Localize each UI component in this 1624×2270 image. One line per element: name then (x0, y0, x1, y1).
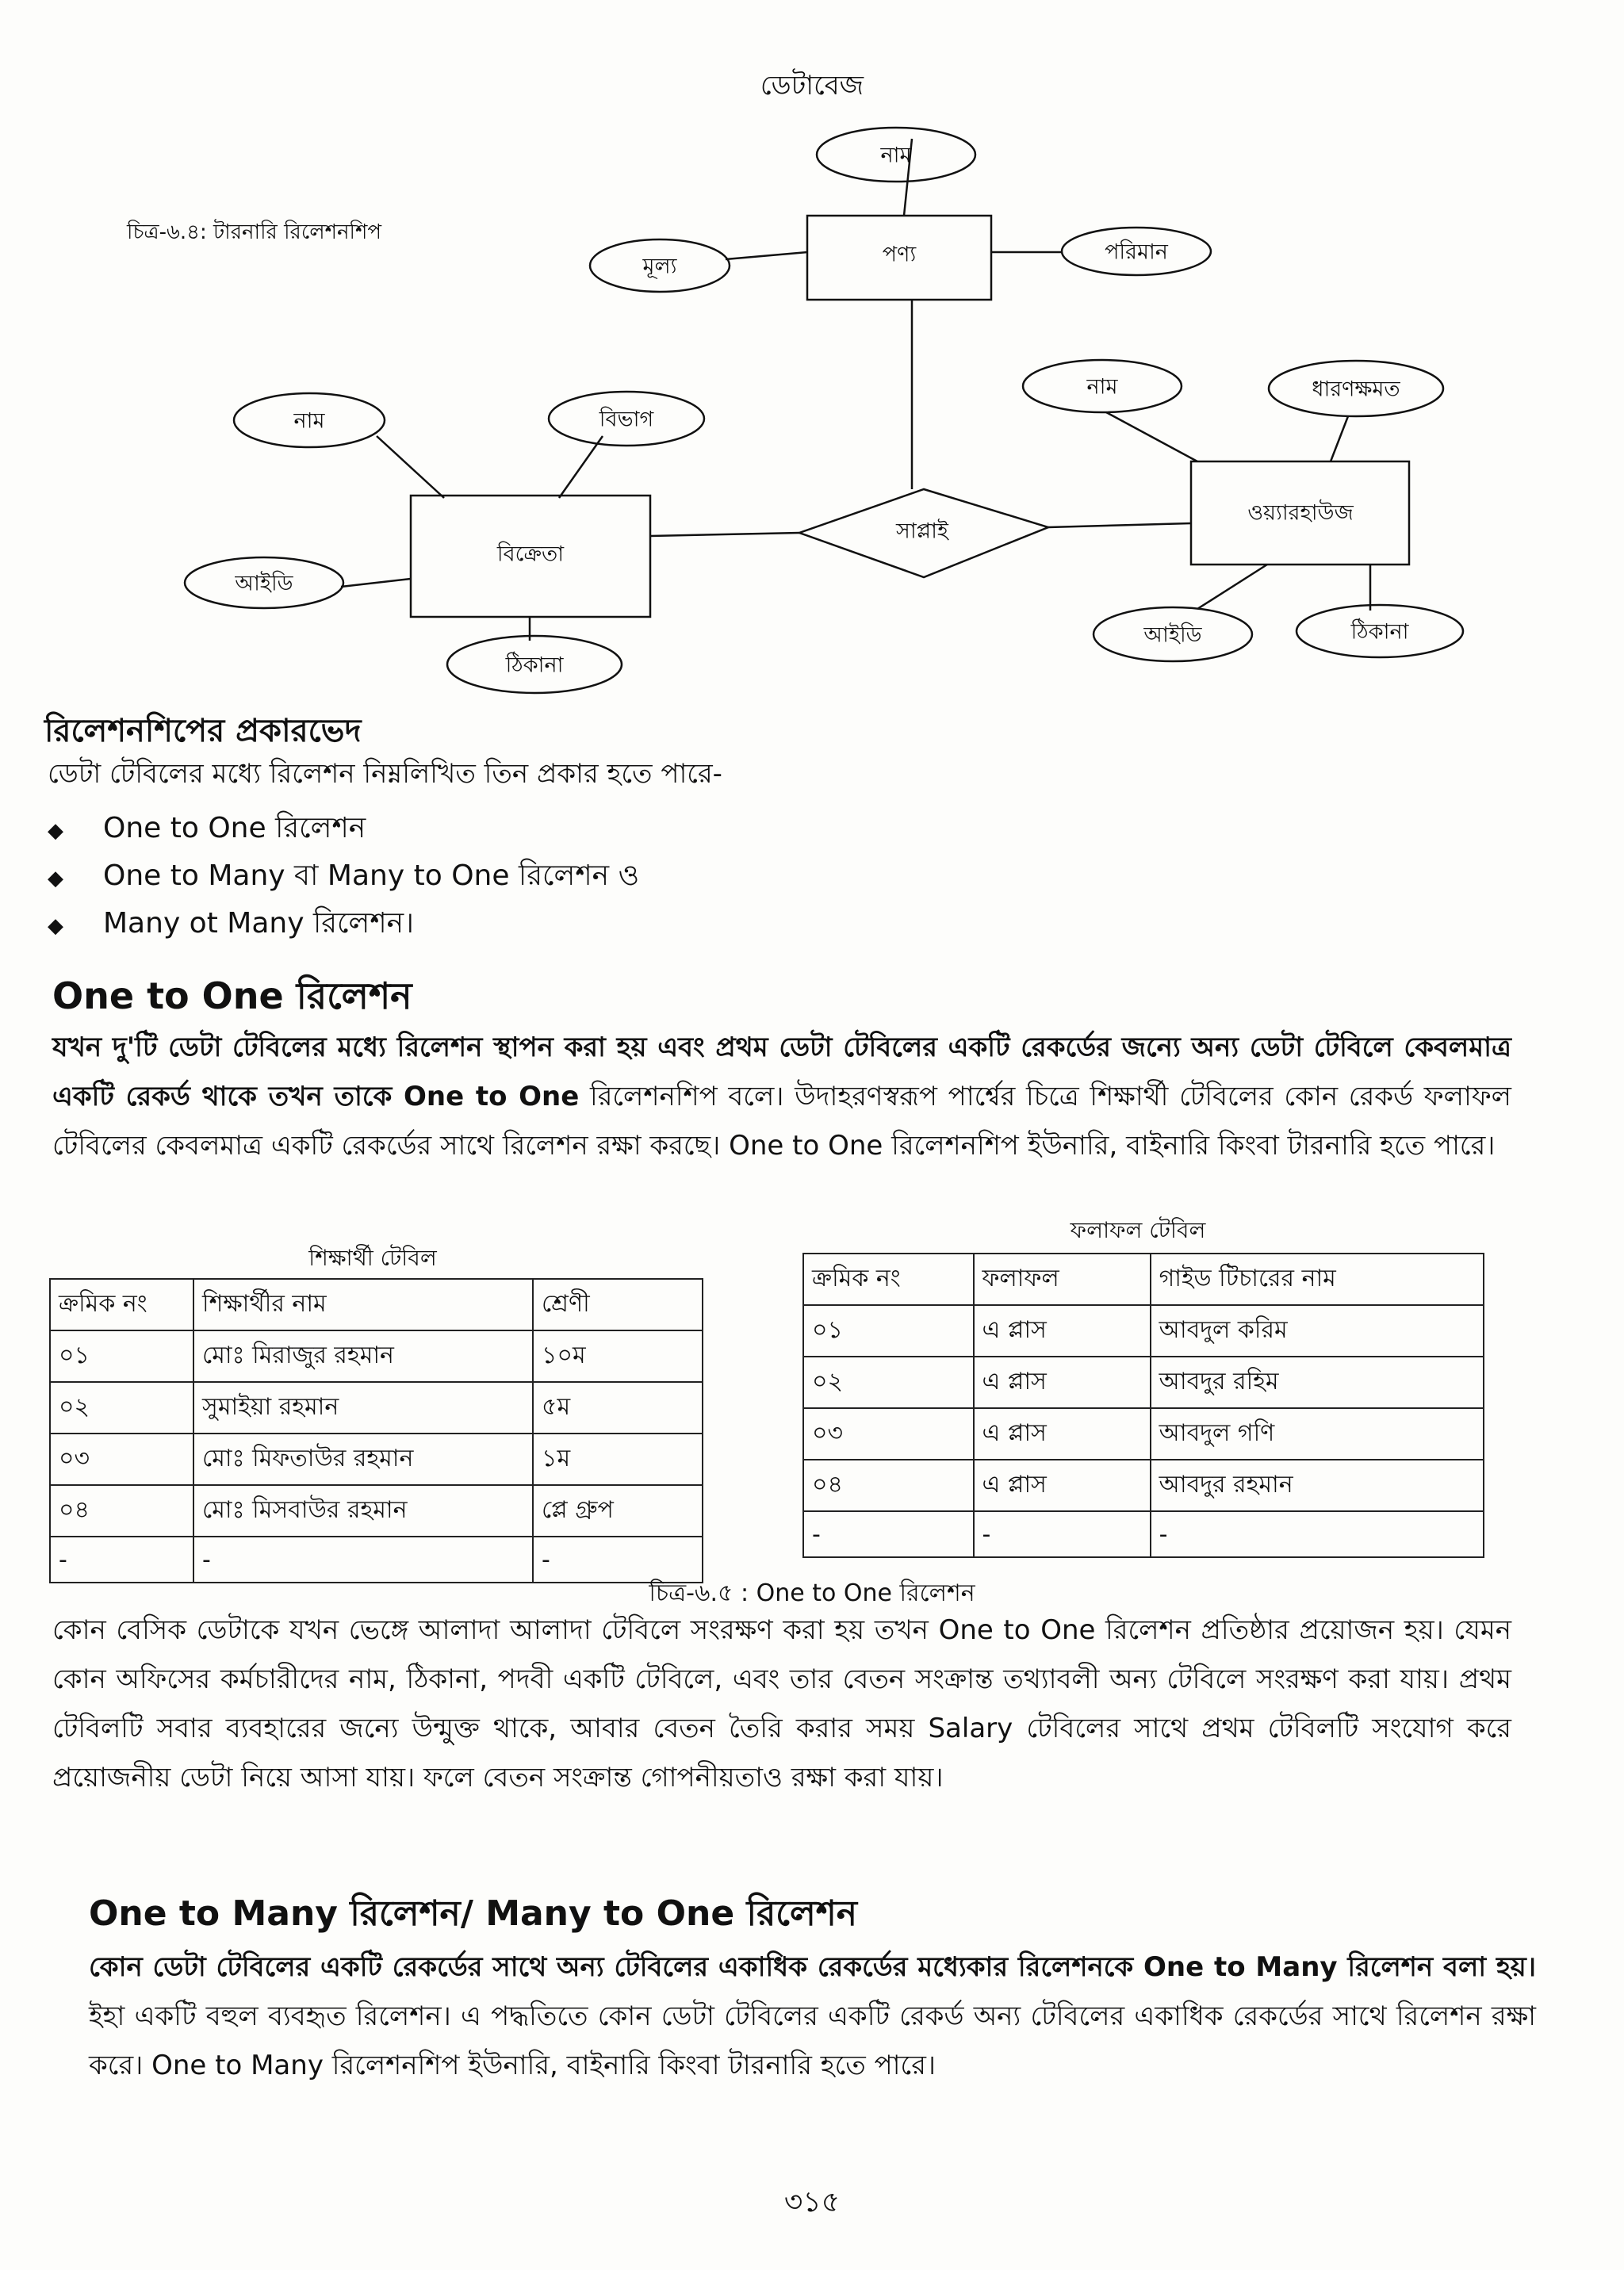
column-header: গাইড টিচারের নাম (1151, 1254, 1484, 1305)
heading-one-to-many: One to Many রিলেশন/ Many to One রিলেশন (89, 1893, 858, 1934)
list-item (48, 805, 639, 852)
one-to-many-paragraph (89, 1943, 1536, 2090)
table-cell: ০১ (50, 1330, 193, 1382)
result-table (802, 1253, 1484, 1558)
label-seller-department: বিভাগ (599, 407, 654, 432)
line-seller-supply (650, 533, 799, 536)
table-cell: ৫ম (533, 1382, 703, 1434)
table-cell: - (50, 1537, 193, 1583)
bullet-diamond-icon: ◆ (48, 914, 63, 938)
heading-relationship-types: রিলেশনশিপের প্রকারভেদ (44, 713, 362, 749)
one-to-many-definition: কোন ডেটা টেবিলের একটি রেকর্ডের সাথে অন্য টেবিলের একাধিক রেকর্ডের মধ্যেকার রিলেশনকে One to Many রিলেশন বলা হয়। (89, 1951, 1536, 1983)
label-supply: সাপ্লাই (896, 519, 948, 544)
table-header-row (803, 1254, 1484, 1305)
line-product-price (726, 252, 807, 259)
student-table (49, 1278, 703, 1583)
er-diagram (0, 111, 1624, 714)
one-to-one-usage-paragraph: কোন বেসিক ডেটাকে যখন ভেঙ্গে আলাদা আলাদা টেবিলে সংরক্ষণ করা হয় তখন One to One রিলেশন প্রতিষ্ঠার প্রয়োজন হয়। যেমন কোন অফিসের কর্মচারীদের নাম, ঠিকানা, পদবী একটি টেবিলে, এবং তার বেতন সংক্রান্ত তথ্যাবলী অন্য টেবিলে সংরক্ষণ করা যায়। প্রথম টেবিলটি সবার ব্যবহারের জন্যে উন্মুক্ত থাকে, আবার বেতন তৈরি করার সময় Salary টেবিলের সাথে প্রথম টেবিলটি সংযোগ করে প্রয়োজনীয় ডেটা নিয়ে আসা যায়। ফলে বেতন সংক্রান্ত গোপনীয়তাও রক্ষা করা যায়। (52, 1614, 1511, 1793)
table-cell: এ প্লাস (974, 1305, 1151, 1357)
line-warehouse-capacity (1331, 416, 1348, 461)
result-table-title: ফলাফল টেবিল (1070, 1217, 1206, 1243)
column-header: শিক্ষার্থীর নাম (193, 1279, 533, 1330)
table-row (50, 1485, 703, 1537)
list-item-label: One to One রিলেশন (103, 812, 366, 844)
table-cell: মোঃ মিফতাউর রহমান (193, 1434, 533, 1485)
label-warehouse-id: আইডি (1143, 622, 1202, 648)
figure-6-5-caption: চিত্র-৬.৫ : One to One রিলেশন (649, 1579, 975, 1607)
table-row (803, 1408, 1484, 1460)
relationship-types-list (48, 805, 639, 947)
student-table-title: শিক্ষার্থী টেবিল (308, 1245, 437, 1271)
table-cell: সুমাইয়া রহমান (193, 1382, 533, 1434)
table-cell: ০২ (50, 1382, 193, 1434)
table-row (803, 1460, 1484, 1511)
line-seller-id (341, 579, 411, 587)
table-cell: এ প্লাস (974, 1408, 1151, 1460)
table-cell: - (193, 1537, 533, 1583)
label-warehouse: ওয়্যারহাউজ (1247, 500, 1354, 526)
table-cell: প্লে গ্রুপ (533, 1485, 703, 1537)
bullet-diamond-icon: ◆ (48, 867, 63, 890)
table-cell: ১ম (533, 1434, 703, 1485)
line-seller-name (377, 436, 444, 498)
one-to-many-explanation: ইহা একটি বহুল ব্যবহৃত রিলেশন। এ পদ্ধতিতে কোন ডেটা টেবিলের একটি রেকর্ড অন্য টেবিলের একাধিক রেকর্ডের সাথে রিলেশন রক্ষা করে। One to Many রিলেশনশিপ ইউনারি, বাইনারি কিংবা টারনারি হতে পারে। (89, 2000, 1536, 2081)
table-cell: - (974, 1511, 1151, 1557)
list-item-label: One to Many বা Many to One রিলেশন ও (103, 859, 640, 892)
table-header-row (50, 1279, 703, 1330)
table-cell: এ প্লাস (974, 1357, 1151, 1408)
label-product: পণ্য (882, 242, 917, 267)
line-seller-department (559, 436, 603, 498)
label-seller-name: নাম (293, 408, 325, 434)
list-item (48, 852, 639, 900)
table-cell: আবদুর রহমান (1151, 1460, 1484, 1511)
column-header: ক্রমিক নং (803, 1254, 974, 1305)
table-row (803, 1357, 1484, 1408)
table-cell: ০৩ (803, 1408, 974, 1460)
label-seller-address: ঠিকানা (505, 653, 564, 678)
table-row (50, 1382, 703, 1434)
table-row (50, 1330, 703, 1382)
label-warehouse-capacity: ধারণক্ষমত (1312, 377, 1400, 402)
heading-one-to-one: One to One রিলেশন (52, 974, 412, 1017)
table-cell: - (1151, 1511, 1484, 1557)
table-cell: ০২ (803, 1357, 974, 1408)
running-head: ডেটাবেজ (760, 70, 864, 101)
list-item-label: Many ot Many রিলেশন। (103, 907, 415, 940)
label-product-price: মূল্য (642, 254, 677, 279)
table-cell: ০১ (803, 1305, 974, 1357)
line-warehouse-name (1106, 412, 1197, 461)
column-header: ক্রমিক নং (50, 1279, 193, 1330)
table-cell: মোঃ মিরাজুর রহমান (193, 1330, 533, 1382)
label-seller: বিক্রেতা (496, 542, 565, 567)
page-number: ৩১৫ (783, 2186, 841, 2218)
one-to-one-definition: যখন দু'টি ডেটা টেবিলের মধ্যে রিলেশন স্থাপন করা হয় এবং প্রথম ডেটা টেবিলের একটি রেকর্ডের জন্যে অন্য ডেটা টেবিলে কেবলমাত্র একটি রেকর্ড থাকে তখন তাকে One to One (52, 1032, 1511, 1112)
label-warehouse-name: নাম (1086, 374, 1118, 400)
figure-6-4-caption: চিত্র-৬.৪: টারনারি রিলেশনশিপ (127, 220, 382, 244)
table-cell: আবদুল করিম (1151, 1305, 1484, 1357)
label-product-quantity: পরিমান (1105, 239, 1168, 265)
bullet-diamond-icon: ◆ (48, 819, 63, 843)
relationship-types-intro: ডেটা টেবিলের মধ্যে রিলেশন নিম্নলিখিত তিন প্রকার হতে পারে- (48, 758, 722, 790)
one-to-one-paragraph (52, 1023, 1511, 1170)
table-cell: মোঃ মিসবাউর রহমান (193, 1485, 533, 1537)
table-cell: আবদুল গণি (1151, 1408, 1484, 1460)
table-row (803, 1511, 1484, 1557)
column-header: ফলাফল (974, 1254, 1151, 1305)
table-cell: ১০ম (533, 1330, 703, 1382)
table-cell: ০৪ (803, 1460, 974, 1511)
table-row (50, 1434, 703, 1485)
table-cell: ০৩ (50, 1434, 193, 1485)
table-cell: ০৪ (50, 1485, 193, 1537)
table-row (803, 1305, 1484, 1357)
one-to-one-explanation: রিলেশনশিপ বলে। উদাহরণস্বরূপ পার্শ্বের চিত্রে শিক্ষার্থী টেবিলের কোন রেকর্ড ফলাফল টেবিলের কেবলমাত্র একটি রেকর্ডের সাথে রিলেশন রক্ষা করছে। One to One রিলেশনশিপ ইউনারি, বাইনারি কিংবা টারনারি হতে পারে। (52, 1081, 1511, 1162)
line-supply-warehouse (1048, 523, 1191, 527)
line-warehouse-id (1197, 565, 1267, 609)
column-header: শ্রেণী (533, 1279, 703, 1330)
table-cell: - (803, 1511, 974, 1557)
list-item (48, 900, 639, 947)
table-cell: এ প্লাস (974, 1460, 1151, 1511)
label-seller-id: আইডি (235, 571, 293, 596)
table-cell: - (533, 1537, 703, 1583)
label-warehouse-address: ঠিকানা (1350, 619, 1409, 645)
label-product-name: নাম (880, 143, 912, 168)
table-cell: আবদুর রহিম (1151, 1357, 1484, 1408)
